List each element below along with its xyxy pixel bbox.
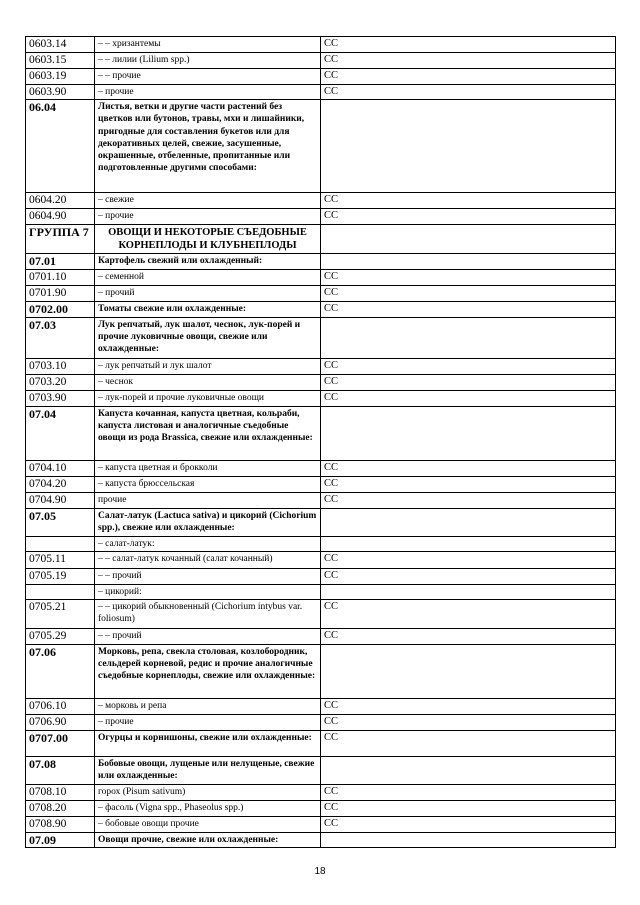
table-row	[26, 536, 616, 551]
row-note: СС	[321, 698, 616, 714]
table-row	[26, 730, 616, 756]
row-code: 07.09	[26, 832, 95, 848]
row-note	[321, 508, 616, 536]
table-row	[26, 800, 616, 816]
row-description: – – прочий	[95, 629, 321, 645]
row-description: – капуста цветная и брокколи	[95, 460, 321, 476]
row-code: 0604.90	[26, 209, 95, 225]
row-note: СС	[321, 68, 616, 84]
row-description: Бобовые овощи, лущеные или нелущеные, свежие или охлажденные:	[95, 756, 321, 784]
row-description: – прочие	[95, 714, 321, 730]
row-code: 0701.90	[26, 285, 95, 301]
row-description: – свежие	[95, 193, 321, 209]
row-code: 07.04	[26, 406, 95, 460]
table-row	[26, 269, 616, 285]
table-row	[26, 358, 616, 374]
row-description: – фасоль (Vigna spp., Phaseolus spp.)	[95, 800, 321, 816]
row-note	[321, 756, 616, 784]
row-note	[321, 317, 616, 358]
table-row	[26, 832, 616, 848]
table-row	[26, 68, 616, 84]
row-note	[321, 100, 616, 193]
row-description: – – прочий	[95, 568, 321, 584]
row-note: СС	[321, 629, 616, 645]
table-row	[26, 784, 616, 800]
row-note: СС	[321, 600, 616, 629]
row-description: – – лилии (Lilium spp.)	[95, 52, 321, 68]
table-row	[26, 193, 616, 209]
row-note: СС	[321, 800, 616, 816]
table-row	[26, 253, 616, 269]
table-row	[26, 37, 616, 53]
table-row	[26, 584, 616, 599]
row-description: Салат-латук (Lactuca sativa) и цикорий (Cichorium spp.), свежие или охлажденные:	[95, 508, 321, 536]
row-description: Огурцы и корнишоны, свежие или охлажденные:	[95, 730, 321, 756]
row-note	[321, 832, 616, 848]
table-row	[26, 629, 616, 645]
row-note	[321, 224, 616, 253]
table-row	[26, 551, 616, 568]
row-note	[321, 406, 616, 460]
row-description: ОВОЩИ И НЕКОТОРЫЕ СЪЕДОБНЫЕ КОРНЕПЛОДЫ И КЛУБНЕПЛОДЫ	[95, 224, 321, 253]
table-row	[26, 492, 616, 508]
row-code	[26, 536, 95, 551]
row-description: – салат-латук:	[95, 536, 321, 551]
tariff-table-body	[26, 37, 616, 848]
row-note: СС	[321, 551, 616, 568]
row-code: 0702.00	[26, 301, 95, 317]
page-number: 18	[314, 866, 326, 877]
row-description: Морковь, репа, свекла столовая, козлобородник, сельдерей корневой, редис и прочие аналогичные съедобные корнеплоды, свежие или охлажденные:	[95, 644, 321, 698]
row-description: – морковь и репа	[95, 698, 321, 714]
table-row	[26, 100, 616, 193]
row-code: 07.05	[26, 508, 95, 536]
row-code: 0703.90	[26, 390, 95, 406]
row-code: 0708.90	[26, 816, 95, 832]
row-note: СС	[321, 476, 616, 492]
row-note: СС	[321, 374, 616, 390]
row-code: 0603.14	[26, 37, 95, 53]
table-row	[26, 460, 616, 476]
row-description: – прочий	[95, 285, 321, 301]
row-description: горох (Pisum sativum)	[95, 784, 321, 800]
row-code: 0705.29	[26, 629, 95, 645]
row-code: 0703.20	[26, 374, 95, 390]
row-note: СС	[321, 730, 616, 756]
row-note	[321, 253, 616, 269]
table-row	[26, 301, 616, 317]
table-row	[26, 224, 616, 253]
row-note	[321, 536, 616, 551]
table-row	[26, 644, 616, 698]
row-description: – капуста брюссельская	[95, 476, 321, 492]
table-row	[26, 84, 616, 100]
row-description: – бобовые овощи прочие	[95, 816, 321, 832]
row-code: 0604.20	[26, 193, 95, 209]
row-code: 0706.10	[26, 698, 95, 714]
table-row	[26, 698, 616, 714]
row-note: СС	[321, 358, 616, 374]
row-description: Томаты свежие или охлажденные:	[95, 301, 321, 317]
row-code: 0703.10	[26, 358, 95, 374]
table-row	[26, 816, 616, 832]
row-note: СС	[321, 714, 616, 730]
row-code: 0704.20	[26, 476, 95, 492]
row-description: – прочие	[95, 84, 321, 100]
row-description: Овощи прочие, свежие или охлажденные:	[95, 832, 321, 848]
row-description: прочие	[95, 492, 321, 508]
row-code: 0704.10	[26, 460, 95, 476]
row-note: СС	[321, 285, 616, 301]
row-code: 0708.10	[26, 784, 95, 800]
row-code: 06.04	[26, 100, 95, 193]
row-note	[321, 644, 616, 698]
row-code: 07.01	[26, 253, 95, 269]
row-description: Капуста кочанная, капуста цветная, кольраби, капуста листовая и аналогичные съедобные овощи из рода Brassica, свежие или охлажденные:	[95, 406, 321, 460]
row-note: СС	[321, 784, 616, 800]
table-row	[26, 317, 616, 358]
row-note: СС	[321, 816, 616, 832]
row-code: 0707.00	[26, 730, 95, 756]
table-row	[26, 285, 616, 301]
row-note	[321, 584, 616, 599]
table-row	[26, 476, 616, 492]
row-description: – – салат-латук кочанный (салат кочанный)	[95, 551, 321, 568]
row-note: СС	[321, 301, 616, 317]
row-description: – чеснок	[95, 374, 321, 390]
table-row	[26, 52, 616, 68]
row-description: – – прочие	[95, 68, 321, 84]
row-description: – – цикорий обыкновенный (Cichorium intybus var. foliosum)	[95, 600, 321, 629]
row-note: СС	[321, 269, 616, 285]
row-description: – семенной	[95, 269, 321, 285]
row-code	[26, 584, 95, 599]
row-code: 07.03	[26, 317, 95, 358]
row-code: 0603.15	[26, 52, 95, 68]
table-row	[26, 600, 616, 629]
row-code: 0705.21	[26, 600, 95, 629]
table-row	[26, 508, 616, 536]
row-code: 0708.20	[26, 800, 95, 816]
row-description: Листья, ветки и другие части растений без цветков или бутонов, травы, мхи и лишайники, пригодные для составления букетов или для декоративных целей, свежие, засушенные, окрашенные, отбеленные, пропитанные или подготовленные другими способами:	[95, 100, 321, 193]
row-description: Картофель свежий или охлажденный:	[95, 253, 321, 269]
row-description: Лук репчатый, лук шалот, чеснок, лук-порей и прочие луковичные овощи, свежие или охлажденные:	[95, 317, 321, 358]
row-code: 0603.19	[26, 68, 95, 84]
row-code: ГРУППА 7	[26, 224, 95, 253]
row-code: 07.06	[26, 644, 95, 698]
row-note: СС	[321, 568, 616, 584]
row-note: СС	[321, 390, 616, 406]
row-note: СС	[321, 84, 616, 100]
row-code: 0705.19	[26, 568, 95, 584]
row-code: 0706.90	[26, 714, 95, 730]
row-note: СС	[321, 37, 616, 53]
row-description: – лук репчатый и лук шалот	[95, 358, 321, 374]
table-row	[26, 406, 616, 460]
row-code: 0704.90	[26, 492, 95, 508]
row-code: 0701.10	[26, 269, 95, 285]
row-description: – цикорий:	[95, 584, 321, 599]
row-description: – прочие	[95, 209, 321, 225]
row-note: СС	[321, 193, 616, 209]
table-row	[26, 374, 616, 390]
row-note: СС	[321, 209, 616, 225]
row-code: 07.08	[26, 756, 95, 784]
table-row	[26, 209, 616, 225]
row-code: 0603.90	[26, 84, 95, 100]
row-code: 0705.11	[26, 551, 95, 568]
table-row	[26, 756, 616, 784]
tariff-table	[25, 36, 616, 848]
table-row	[26, 568, 616, 584]
table-row	[26, 714, 616, 730]
row-note: СС	[321, 492, 616, 508]
row-note: СС	[321, 52, 616, 68]
row-note: СС	[321, 460, 616, 476]
table-row	[26, 390, 616, 406]
row-description: – лук-порей и прочие луковичные овощи	[95, 390, 321, 406]
row-description: – – хризантемы	[95, 37, 321, 53]
